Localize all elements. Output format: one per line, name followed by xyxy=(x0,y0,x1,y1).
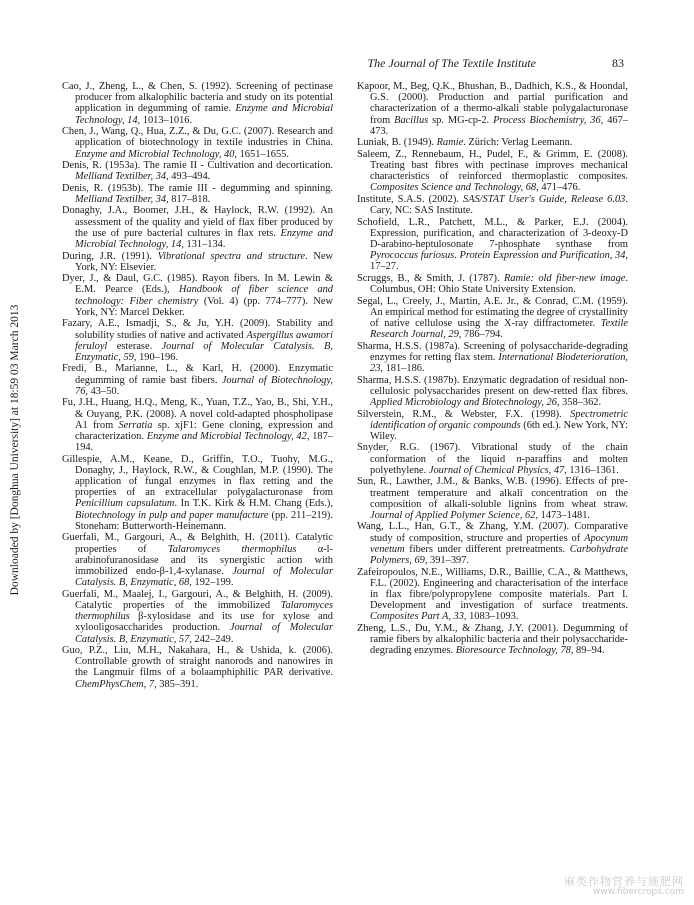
reference-text-segment: , 467–473. xyxy=(370,114,628,137)
reference-italic-segment: Process Biochemistry, 36 xyxy=(493,114,601,126)
reference-text-segment: , 1473–1481. xyxy=(535,509,591,521)
reference-entry xyxy=(62,273,333,318)
reference-italic-segment: Talaromyces thermophilus xyxy=(75,599,333,623)
reference-text-segment: , 242–249. xyxy=(189,633,234,645)
reference-text-segment: , 1083–1093. xyxy=(463,611,519,623)
reference-text-segment: Luniak, B. (1949). xyxy=(357,137,437,149)
reference-entry xyxy=(357,521,628,566)
reference-text-segment: Sharma, H.S.S. (1987a). Screening of polysaccharide-degrading enzymes for retting flax stem. xyxy=(357,340,628,363)
reference-text-segment: Scruggs, B., & Smith, J. (1787). xyxy=(357,272,504,284)
reference-text-segment: Zheng, L.S., Du, Y.M., & Zhang, J.Y. (2001). Degumming of ramie fibers by alkalophilic bacteria and their polysaccharide-degrading enzymes. xyxy=(357,622,628,657)
reference-text-segment: Snyder, R.G. (1967). Vibrational study of the chain conformation of the liquid xyxy=(357,442,628,465)
reference-text-segment: Segal, L., Creely, J., Martin, A.E. Jr., & Conrad, C.M. (1959). An empirical method for estimating the degree of crystallinity of native cellulose using the X-ray diffractometer. xyxy=(357,295,628,330)
reference-entry xyxy=(62,454,333,532)
reference-text-segment: . New York, NY: Elsevier. xyxy=(75,250,333,273)
reference-text-segment: , 471–476. xyxy=(536,182,581,194)
reference-text-segment: Guerfali, M., Gargouri, A., & Belghith, H. (2011). Catalytic properties of xyxy=(62,532,333,555)
reference-text-segment: , 190–196. xyxy=(133,351,179,363)
reference-entry xyxy=(357,442,628,476)
reference-italic-segment: Bacillus xyxy=(394,114,429,126)
reference-text-segment: , 131–134. xyxy=(181,239,226,251)
reference-italic-segment: Journal of Biotechnology, 76 xyxy=(75,374,334,397)
reference-text-segment: Silverstein, R.M., & Webster, F.X. (1998). xyxy=(357,408,571,420)
page-number: 83 xyxy=(612,56,624,70)
reference-text-segment: , 817–818. xyxy=(166,193,211,205)
reference-text-segment: . Columbus, OH: Ohio State University Extension. xyxy=(370,272,628,296)
reference-text-segment: Institute, S.A.S. (2002). xyxy=(357,193,463,205)
download-notice: Downloaded by [Donghua University] at 18:59 03 March 2013 xyxy=(9,304,21,596)
reference-text-segment: , 192–199. xyxy=(189,577,234,589)
reference-text-segment: Fazary, A.E., Ismadji, S., & Ju, Y.H. (2009). Stability and solubility studies of native and activated xyxy=(62,318,333,341)
reference-italic-segment: Aspergillus awamori feruloyl xyxy=(75,329,333,352)
reference-entry xyxy=(357,623,628,657)
journal-title: The Journal of The Textile Institute xyxy=(367,56,536,70)
reference-text-segment: Fredi, B., Marianne, L., & Karl, H. (2000). Enzymatic degumming of ramie bast fibers. xyxy=(62,363,333,386)
reference-text-segment: Sharma, H.S.S. (1987b). Enzymatic degradation of residual non-cellulosic polysaccharides present on dew-retted flax fibres. xyxy=(357,374,628,397)
reference-entry xyxy=(62,183,333,205)
reference-text-segment: Wang, L.L., Han, G.T., & Zhang, Y.M. (2007). Comparative study of composition, structure and properties of xyxy=(357,521,628,544)
reference-text-segment: , 493–494. xyxy=(166,171,211,183)
reference-italic-segment: Enzyme and Microbial Technology, 14 xyxy=(75,103,333,126)
reference-text-segment: , 17–27. xyxy=(370,250,628,273)
reference-text-segment: During, J.R. (1991). xyxy=(62,250,158,262)
reference-italic-segment: ChemPhysChem, 7 xyxy=(75,678,155,690)
reference-entry xyxy=(62,397,333,453)
reference-entry xyxy=(357,81,628,137)
reference-entry xyxy=(62,532,333,588)
reference-entry xyxy=(357,296,628,341)
watermark-site-name: 麻类作物营养与施肥网 xyxy=(564,875,684,888)
reference-text-segment: sp. MG-cp-2. xyxy=(428,114,494,126)
reference-italic-segment: Vibrational spectra and structure xyxy=(157,250,306,262)
reference-text-segment: Sun, R., Lawther, J.M., & Banks, W.B. (1996). Effects of pre-treatment temperature and alkali concentration on the composition of alkali-soluble lignins from wheat straw. xyxy=(357,476,628,510)
reference-text-segment: -paraffins and molten polyethylene. xyxy=(370,453,628,476)
reference-italic-segment: Journal of Chemical Physics, 47 xyxy=(428,464,565,476)
reference-italic-segment: Journal of Molecular Catalysis. B, Enzymatic, 68 xyxy=(75,566,333,589)
reference-entry xyxy=(62,126,333,160)
reference-entry xyxy=(62,81,333,126)
reference-text-segment: Gillespie, A.M., Keane, D., Griffin, T.O., Tuohy, M.G., Donaghy, J., Haylock, R.W., & Coughlan, M.P. (1990). The application of fungal enzymes in flax retting and the properties of an extracellular polygalacturonase from xyxy=(62,453,333,499)
reference-entry xyxy=(357,476,628,521)
reference-italic-segment: Bioresource Technology, 78 xyxy=(455,645,571,657)
reference-text-segment: , 391–397. xyxy=(424,555,470,567)
reference-text-segment: (pp. 211–219). Stoneham: Butterworth-Heinemann. xyxy=(75,509,333,532)
reference-text-segment: Guerfali, M., Maalej, I., Gargouri, A., & Belghith, H. (2009). Catalytic properties of the immobilized xyxy=(62,588,333,611)
reference-italic-segment: Protein Expression and Purification, 34 xyxy=(459,250,626,262)
reference-entry xyxy=(62,205,333,250)
reference-entry xyxy=(62,589,333,645)
reference-italic-segment: Journal of Applied Polymer Science, 62 xyxy=(370,509,536,521)
reference-italic-segment: Applied Microbiology and Biotechnology, 26 xyxy=(370,397,557,409)
reference-text-segment: β-xylosidase and its use for xylose and xylooligosaccharides production. xyxy=(75,611,333,634)
reference-entry xyxy=(62,363,333,397)
reference-italic-segment: SAS/STAT User's Guide, Release 6.03 xyxy=(462,193,626,205)
reference-text-segment: . xyxy=(454,250,460,262)
reference-italic-segment: Composites Part A, 33 xyxy=(370,611,464,623)
reference-italic-segment: Biotechnology in pulp and paper manufacture xyxy=(75,509,269,521)
reference-italic-segment: Melliand Textilber, 34 xyxy=(75,171,167,183)
reference-entry xyxy=(62,318,333,363)
reference-text-segment: fibers under different pretreatments. xyxy=(404,543,570,555)
reference-entry xyxy=(357,194,628,216)
reference-entry xyxy=(357,409,628,443)
reference-text-segment: Denis, R. (1953b). The ramie III - degumming and spinning. xyxy=(62,182,333,194)
reference-text-segment: Guo, P.Z., Liu, M.H., Nakahara, H., & Ushida, k. (2006). Controllable growth of straight nanorods and nanowires in the Langmuir films of a bolaamphiphilic PAR derivative. xyxy=(62,645,333,679)
reference-italic-segment: Spectrometric identification of organic compounds xyxy=(370,408,628,431)
reference-entry xyxy=(357,375,628,409)
reference-text-segment: . Zürich: Verlag Leemann. xyxy=(463,137,573,149)
reference-text-segment: , 181–186. xyxy=(380,363,425,375)
reference-italic-segment: Penicillium capsulatum xyxy=(75,498,175,510)
watermark-url: www.fibercrops.com xyxy=(593,887,684,897)
reference-entry xyxy=(357,149,628,194)
reference-text-segment: Dyer, J., & Daul, G.C. (1985). Rayon fibers. In M. Lewin & E.M. Pearce (Eds.), xyxy=(62,273,333,296)
reference-italic-segment: Pyrococcus furiosus xyxy=(370,250,455,262)
reference-text-segment: Donaghy, J.A., Boomer, J.H., & Haylock, R.W. (1992). An assessment of the quality and yield of flax fiber produced by the use of pure bacterial cultures in flax rets. xyxy=(62,205,333,239)
reference-italic-segment: Talaromyces thermophilus xyxy=(167,543,297,555)
reference-text-segment: . Cary, NC: SAS Institute. xyxy=(370,193,628,217)
reference-italic-segment: Ramie: old fiber-new image xyxy=(503,272,626,284)
reference-text-segment: Cao, J., Zheng, L., & Chen, S. (1992). Screening of pectinase producer from alkalophilic bacteria and study on its potential application in degumming of ramie. xyxy=(62,81,333,115)
reference-entry xyxy=(357,567,628,623)
reference-entry xyxy=(357,341,628,375)
right-column xyxy=(357,81,628,657)
reference-text-segment: sp. xjF1: Gene cloning, expression and characterization. xyxy=(75,419,334,442)
reference-italic-segment: Textile Research Journal, 29 xyxy=(370,318,628,341)
reference-text-segment: Saleem, Z., Rennebaum, H., Pudel, F., & Grimm, E. (2008). Treating bast fibres with pectinase improves mechanical characteristics of reinforced thermoplastic composites. xyxy=(357,148,628,183)
reference-italic-segment: Carbohydrate Polymers, 69 xyxy=(370,543,628,567)
left-column xyxy=(62,81,333,690)
reference-text-segment: , 385–391. xyxy=(154,678,199,690)
reference-text-segment: Chen, J., Wang, Q., Hua, Z.Z., & Du, G.C. (2007). Research and application of biotechnology in textile industries in China. xyxy=(62,126,333,149)
reference-text-segment: Schofield, L.R., Patchett, M.L., & Parker, E.J. (2004). Expression, purification, and characterization of 3-deoxy-D D-arabino-heptulosonate 7-phosphate synthase from xyxy=(357,216,628,251)
reference-entry xyxy=(62,251,333,273)
reference-text-segment: α-l-arabinofuranosidase and its synergistic action with immobilized endo-β-1,4-xylanase. xyxy=(75,543,333,577)
reference-italic-segment: Apocynum venetum xyxy=(370,532,628,555)
reference-text-segment: esterase. xyxy=(107,340,162,352)
reference-italic-segment: Enzyme and Microbial Technology, 40 xyxy=(75,148,235,160)
reference-italic-segment: Melliand Textilber, 34 xyxy=(75,193,167,205)
reference-text-segment: , 187–194. xyxy=(75,430,333,454)
reference-italic-segment: n xyxy=(516,453,522,465)
reference-text-segment: Zafeiropoulos, N.E., Williams, D.R., Baillie, C.A., & Matthews, F.L. (2002). Engineering and characterisation of the interface in flax fibre/polypropylene composite materials. Part I. Development and investigation of surface treatments. xyxy=(357,566,628,612)
reference-text-segment: , 89–94. xyxy=(570,645,605,657)
reference-entry xyxy=(62,645,333,690)
running-header xyxy=(62,56,628,72)
reference-italic-segment: Serratia xyxy=(118,419,153,431)
reference-text-segment: Fu, J.H., Huang, H.Q., Meng, K., Yuan, T.Z., Yao, B., Shi, Y.H., & Ouyang, P.K. (2008). A novel cold-adapted phospholipase A1 from xyxy=(62,397,333,431)
reference-italic-segment: Ramie xyxy=(436,137,464,149)
reference-italic-segment: Journal of Molecular Catalysis. B, Enzymatic, 59 xyxy=(75,340,333,363)
reference-text-segment: Denis, R. (1953a). The ramie II - Cultivation and decortication. xyxy=(62,160,333,172)
reference-text-segment: , 786–794. xyxy=(458,329,503,341)
reference-italic-segment: Enzyme and Microbial Technology, 42 xyxy=(146,430,307,442)
reference-text-segment: , 1013–1016. xyxy=(137,114,193,126)
reference-text-segment: (Vol. 4) (pp. 774–777). New York, NY: Marcel Dekker. xyxy=(75,295,333,318)
reference-text-segment: , 358–362. xyxy=(556,397,602,409)
reference-entry xyxy=(357,273,628,295)
reference-text-segment: . In T.K. Kirk & H.M. Chang (Eds.), xyxy=(174,498,333,510)
watermark xyxy=(564,877,684,897)
reference-italic-segment: Composites Science and Technology, 68 xyxy=(370,182,537,194)
reference-italic-segment: Handbook of fiber science and technology: Fiber chemistry xyxy=(75,284,333,307)
reference-text-segment: (6th ed.). New York, NY: Wiley. xyxy=(370,419,628,442)
reference-text-segment: , 43–50. xyxy=(85,385,120,397)
reference-text-segment: Kapoor, M., Beg, Q.K., Bhushan, B., Dadhich, K.S., & Hoondal, G.S. (2000). Production and partial purification and characterization of a thermo-alkali stable polygalacturonase from xyxy=(357,81,628,126)
reference-entry xyxy=(357,217,628,273)
reference-entry xyxy=(62,160,333,182)
reference-italic-segment: Enzyme and Microbial Technology, 14 xyxy=(75,227,333,251)
reference-italic-segment: International Biodeterioration, 23 xyxy=(370,351,628,375)
reference-entry xyxy=(357,137,628,148)
reference-text-segment: , 1651–1655. xyxy=(234,148,289,160)
reference-italic-segment: Journal of Molecular Catalysis. B, Enzymatic, 57 xyxy=(75,622,334,645)
reference-text-segment: , 1316–1361. xyxy=(564,464,619,476)
